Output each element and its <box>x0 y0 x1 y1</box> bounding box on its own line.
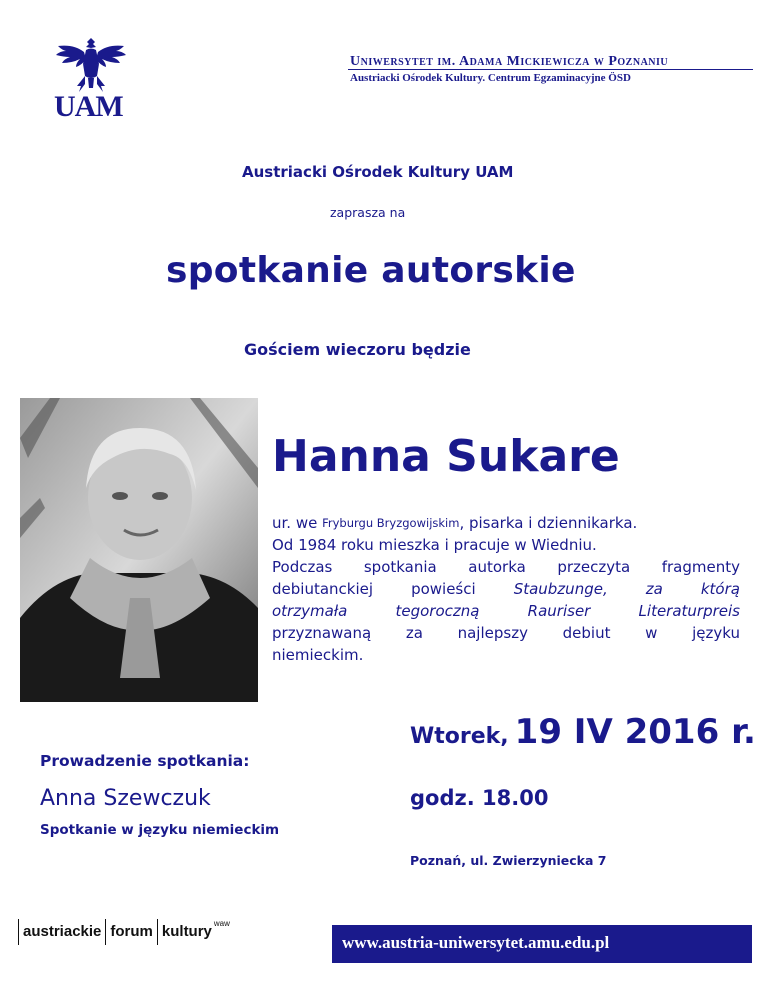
author-photo <box>20 398 258 702</box>
bio-word: debiutanckiej <box>272 580 374 598</box>
bio-line <box>272 578 740 600</box>
author-name: Hanna Sukare <box>272 431 620 482</box>
website-link[interactable]: www.austria-uniwersytet.amu.edu.pl <box>342 933 610 952</box>
header-divider <box>348 69 753 70</box>
bio-text: ur. we <box>272 514 318 532</box>
event-title: spotkanie autorskie <box>166 250 576 291</box>
university-name: Uniwersytet im. Adama Mickiewicza w Poznaniu <box>350 54 669 69</box>
organizer: Austriacki Ośrodek Kultury UAM <box>242 163 514 181</box>
bio-text: Fryburgu Bryzgowijskim <box>322 516 460 530</box>
bio-word: przeczyta <box>557 558 631 576</box>
bio-word: za <box>645 580 663 598</box>
bio-line <box>272 600 740 622</box>
bio-word: debiut <box>562 624 611 642</box>
bio-word: fragmenty <box>661 558 740 576</box>
bio-line <box>272 644 740 666</box>
bio-text: niemieckim. <box>272 646 364 664</box>
invites-text: zaprasza na <box>330 205 406 220</box>
event-day: Wtorek, <box>410 724 509 749</box>
bio-word: tegoroczną <box>395 602 480 620</box>
moderator-label: Prowadzenie spotkania: <box>40 752 250 770</box>
bio-word: otrzymała <box>272 602 348 620</box>
bio-word: Staubzunge, <box>513 580 608 598</box>
forum-logo-word: forum <box>105 919 157 945</box>
bio-word: za <box>405 624 423 642</box>
forum-logo-suffix: waw <box>213 919 230 928</box>
event-time: godz. 18.00 <box>410 786 549 810</box>
bio-word: którą <box>700 580 740 598</box>
logo-text: UAM <box>54 90 123 123</box>
bio-word: Podczas <box>272 558 333 576</box>
author-bio <box>272 512 740 666</box>
bio-word: Rauriser <box>527 602 591 620</box>
uam-logo <box>50 34 132 124</box>
moderator-name: Anna Szewczuk <box>40 786 211 811</box>
language-note: Spotkanie w języku niemieckim <box>40 822 280 838</box>
event-date-value: 19 IV 2016 r. <box>514 712 756 752</box>
bio-line <box>272 622 740 644</box>
bio-word: powieści <box>411 580 476 598</box>
guest-intro: Gościem wieczoru będzie <box>244 340 471 359</box>
forum-logo <box>18 915 230 945</box>
bio-word: Literaturpreis <box>638 602 740 620</box>
bio-word: języku <box>692 624 740 642</box>
university-subtitle: Austriacki Ośrodek Kultury. Centrum Egzaminacyjne ÖSD <box>350 72 631 84</box>
bio-line <box>272 556 740 578</box>
bio-line <box>272 512 740 534</box>
forum-logo-word: austriackie <box>18 919 105 945</box>
event-date <box>410 712 756 752</box>
bio-word: w <box>645 624 658 642</box>
bio-text: Od 1984 roku mieszka i pracuje w Wiedniu. <box>272 536 597 554</box>
bio-word: autorka <box>468 558 526 576</box>
bio-word: najlepszy <box>457 624 528 642</box>
bio-word: przyznawaną <box>272 624 372 642</box>
bio-word: spotkania <box>363 558 437 576</box>
forum-logo-word: kultury <box>157 919 216 945</box>
bio-line <box>272 534 740 556</box>
bio-text: , pisarka i dziennikarka. <box>459 514 638 532</box>
event-place: Poznań, ul. Zwierzyniecka 7 <box>410 853 607 868</box>
